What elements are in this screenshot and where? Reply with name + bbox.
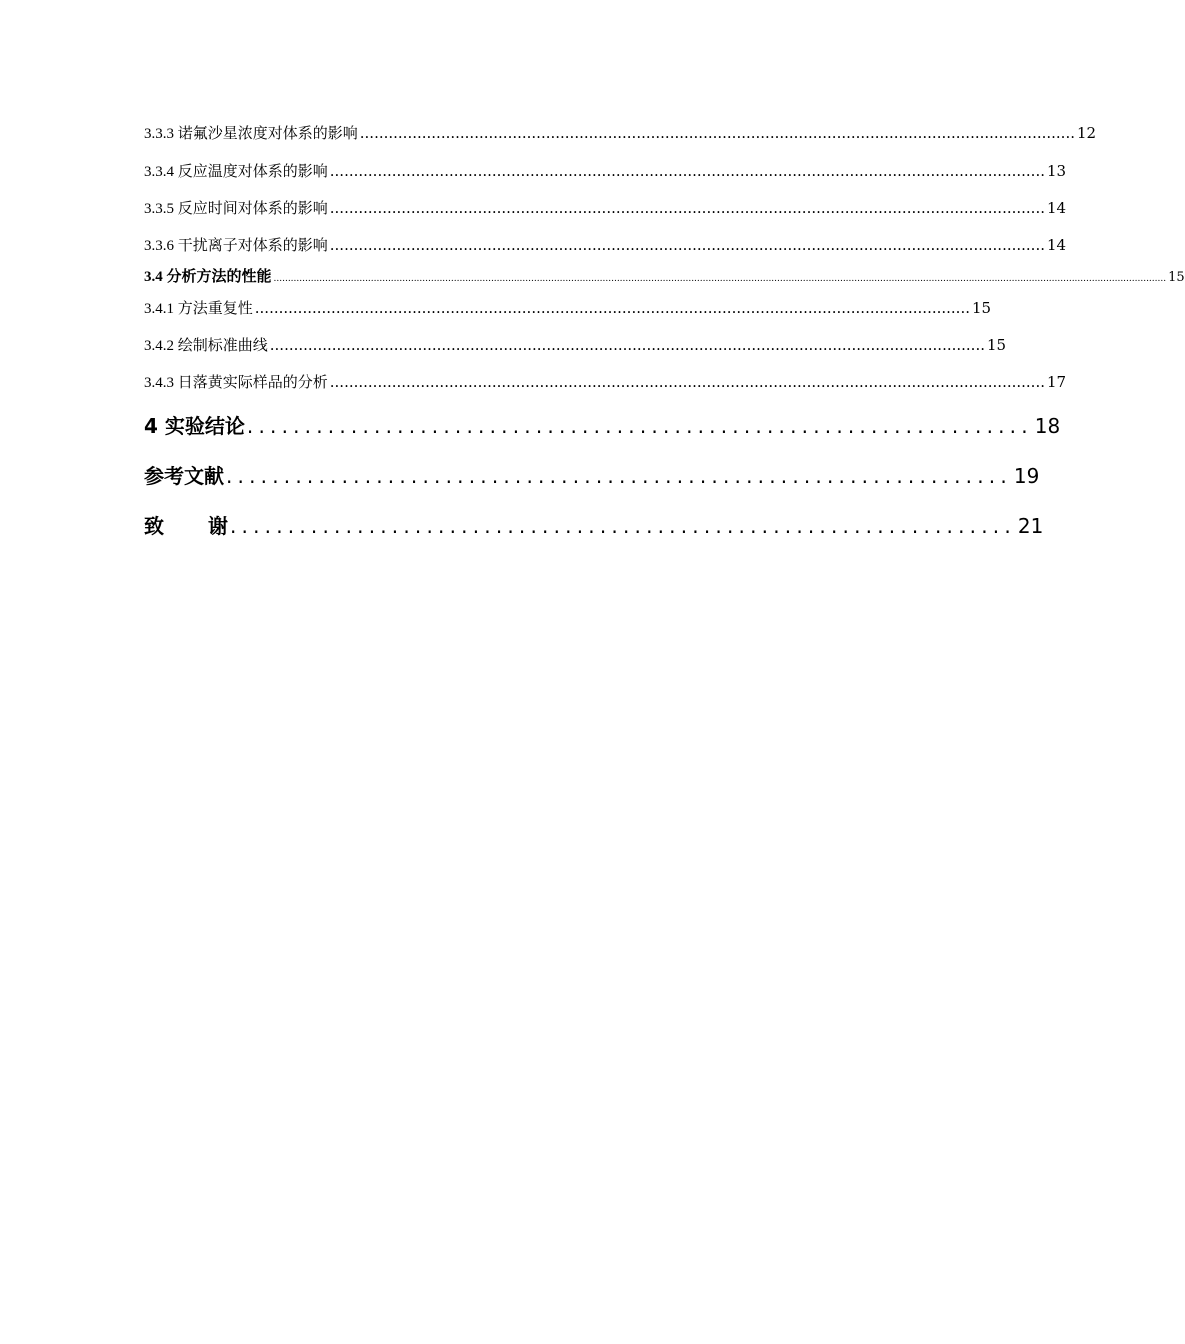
toc-entry-3-3-6[interactable] bbox=[144, 234, 1067, 256]
toc-page-number: 15 bbox=[986, 336, 1007, 354]
leader-dots: ...................................................................................................................................................... bbox=[329, 236, 1045, 254]
toc-page-number: 12 bbox=[1076, 124, 1097, 142]
toc-entry-3-3-5[interactable] bbox=[144, 197, 1067, 219]
toc-entry-label: 3.4.3 日落黄实际样品的分析 bbox=[144, 375, 328, 391]
toc-page-number: 15 bbox=[971, 299, 992, 317]
toc-label-char: 谢 bbox=[208, 514, 228, 538]
toc-entry-label: 3.3.6 干扰离子对体系的影响 bbox=[144, 238, 328, 254]
leader-dots: ........................................................................................................................................................................................................................................................................................................................ bbox=[273, 274, 1167, 284]
leader-dots: ...................................................................................................................................................... bbox=[329, 162, 1045, 180]
leader-dots: .................................................................... bbox=[226, 464, 1012, 488]
leader-dots: .................................................................... bbox=[230, 514, 1016, 538]
toc-entry-label: 3.4.2 绘制标准曲线 bbox=[144, 338, 268, 354]
toc-page-number: 14 bbox=[1046, 236, 1067, 254]
toc-entry-label: 4 实验结论 bbox=[144, 414, 245, 438]
toc-entry-label: 3.4.1 方法重复性 bbox=[144, 301, 253, 317]
toc-page-number: 18 bbox=[1034, 414, 1061, 438]
toc-entry-label: 参考文献 bbox=[144, 464, 224, 488]
leader-dots: ...................................................................................................................................................... bbox=[329, 373, 1045, 391]
toc-entry-label bbox=[144, 511, 228, 541]
toc-entry-label: 3.3.4 反应温度对体系的影响 bbox=[144, 164, 328, 180]
toc-page-number: 13 bbox=[1046, 162, 1067, 180]
toc-page-number: 15 bbox=[1168, 270, 1185, 285]
toc-entry-3-4-3[interactable] bbox=[144, 371, 1067, 393]
leader-dots: ...................................................................................................................................................... bbox=[254, 299, 970, 317]
toc-entry-chapter-4[interactable] bbox=[144, 411, 1061, 441]
leader-dots: ...................................................................................................................................................... bbox=[269, 336, 985, 354]
toc-entry-references[interactable] bbox=[144, 461, 1040, 491]
leader-dots: ...................................................................................................................................................... bbox=[329, 199, 1045, 217]
toc-entry-label: 3.3.5 反应时间对体系的影响 bbox=[144, 201, 328, 217]
toc-entry-3-3-4[interactable] bbox=[144, 160, 1067, 182]
toc-entry-3-4[interactable] bbox=[144, 267, 1185, 287]
toc-entry-3-4-2[interactable] bbox=[144, 334, 1007, 356]
toc-entry-3-3-3[interactable] bbox=[144, 122, 1097, 144]
toc-entry-acknowledgements[interactable] bbox=[144, 511, 1044, 541]
toc-label-char: 致 bbox=[144, 514, 164, 538]
toc-entry-label: 3.3.3 诺氟沙星浓度对体系的影响 bbox=[144, 126, 358, 142]
leader-dots: .................................................................... bbox=[246, 414, 1033, 438]
toc-entry-label: 3.4 分析方法的性能 bbox=[144, 269, 272, 285]
toc-page-number: 14 bbox=[1046, 199, 1067, 217]
toc-entry-3-4-1[interactable] bbox=[144, 297, 992, 319]
toc-page-number: 21 bbox=[1017, 514, 1044, 538]
toc-page-number: 19 bbox=[1013, 464, 1040, 488]
leader-dots: ...................................................................................................................................................... bbox=[359, 124, 1075, 142]
toc-page-number: 17 bbox=[1046, 373, 1067, 391]
